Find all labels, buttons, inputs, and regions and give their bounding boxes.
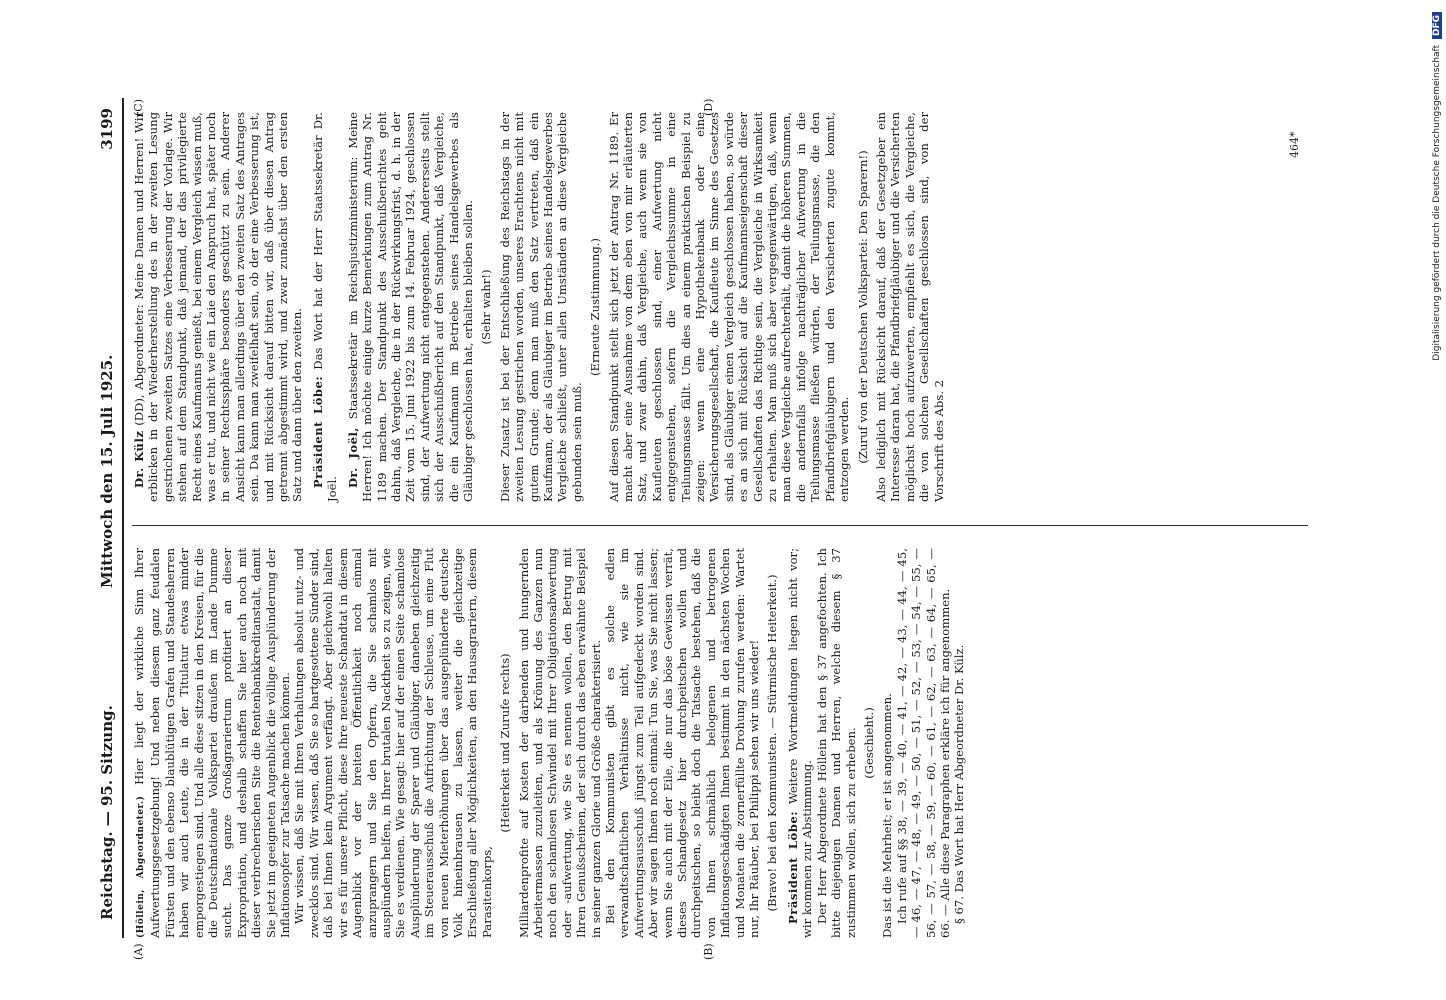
speech-paragraph: § 67. Das Wort hat Herr Abgeordneter Dr. Külz.	[952, 644, 967, 924]
speaker-name: (Höllein, Abgeordneter.)	[136, 795, 146, 938]
page-number: 3199	[98, 108, 116, 150]
dfg-stamp	[1418, 12, 1442, 632]
speech-paragraph: Also lediglich mit Rücksicht darauf, daß der Gesetzgeber ein Interesse daran hat, die Pfandbriefgläubiger und die Versicherten möglichst hoch aufzuwerten, empfiehlt es sich, die Vergleiche, die von solchen Gesellschaften geschlossen sind, von der Vorschrift des Abs. 2	[873, 112, 946, 502]
column-divider	[132, 525, 1308, 526]
running-head-date: Mittwoch den 15. Juli 1925.	[98, 354, 116, 588]
speech-paragraph: Milliardenprofite auf Kosten der darbenden und hungernden Arbeitermassen zuzuleiten, und als Krönung des Ganzen nun noch den schamlosen Schwindel mit Ihrer Obligationsabwertung oder -aufwertung, wie Sie es nennen wollen, den Betrug mit Ihren Genußscheinen, der sich durch das eben erwähnte Beispiel in seiner ganzen Glorie und Größe charakterisiert.	[516, 548, 603, 938]
speech-text: (DD), Abgeordneter: Meine Damen und Herren! Wir erblicken in der Wiederherstellung des in der zweiten Lesung gestrichenen zweiten Satzes eine Verbesserung der Vorlage. Wir stehen auf dem Standpunkt, daß jemand, der das privilegierte Recht eines Kaufmanns genießt, bei einem Vergleich wissen muß, was er tut, und nicht wie ein Laie den Anspruch hat, später noch in seiner Rechtssphäre besonders geschützt zu sein. Anderer Ansicht kann man allerdings über den zweiten Satz des Antrages sein. Da kann man zweifelhaft sein, ob der eine Verbesserung ist, und mit Rücksicht darauf bitten wir, daß über diesen Antrag getrennt abgestimmt wird, und zwar zunächst über den ersten Satz und dann über den zweiten.	[132, 112, 305, 502]
speech-paragraph: Dieser Zusatz ist bei der Entschließung des Reichstags in der zweiten Lesung gestrichen worden, unseres Erachtens nicht mit gutem Grunde; denn man muß den Satz vertreten, daß ein Kaufmann, der als Gläubiger im Betrieb seines Handelsgewerbes Vergleiche schließt, unter allen Umständen an diese Vergleiche gebunden sein muß.	[497, 112, 584, 502]
speech-paragraph	[132, 112, 305, 502]
speaker-name: Präsident Löbe:	[785, 811, 800, 924]
right-column	[132, 112, 946, 502]
president-statement	[786, 548, 815, 938]
dfg-logo: DFG	[1432, 12, 1442, 39]
speech-paragraph: Der Herr Abgeordnete Höllein hat den § 37 angefochten. Ich bitte diejenigen Damen und Herren, welche diesem § 37 zustimmen wollen, sich zu erheben.	[814, 548, 858, 938]
speech-text: Das Wort hat der Herr Staatssekretär Dr. Joël.	[310, 112, 340, 502]
speech-paragraph	[346, 112, 476, 502]
dfg-stamp-text	[1432, 12, 1446, 632]
speech-paragraph: Ich rufe auf §§ 38, — 39, — 40, — 41, — 42, — 43, — 44, — 45, — 46, — 47, — 48, — 49, — 50, — 51, — 52, — 53, — 54, — 55, — 56, — 57, — 58, — 59, — 60, — 61, — 62, — 63, — 64, — 65, — 66. — Alle diese Paragraphen erkläre ich für angenommen.	[894, 548, 952, 938]
speech-paragraph: Das ist die Mehrheit; er ist angenommen.	[880, 693, 895, 938]
interjection: (Geschieht.)	[861, 707, 876, 779]
left-column	[132, 548, 967, 938]
margin-letter-c: (C)	[132, 99, 145, 116]
margin-letter-b: (B)	[702, 943, 715, 960]
speech-paragraph: Auf diesen Standpunkt stellt sich jetzt der Antrag Nr. 1189. Er macht aber eine Ausnahme von dem eben von mir erläuterten Satz, und zwar dahin, daß Vergleiche, auch wenn sie von Kaufleuten geschlossen sind, einer Aufwertung nicht entgegenstehen, sofern die Vergleichssumme in eine Teilungsmasse fällt. Um dies an einem praktischen Beispiel zu zeigen: wenn eine Hypothekenbank oder eine Versicherungsgesellschaft, die Kaufleute im Sinne des Gesetzes sind, als Gläubiger einen Vergleich geschlossen haben, so würde es an sich mit Rücksicht auf die Kaufmannseigenschaft dieser Gesellschaften das Richtige sein, die Vergleiche in Wirksamkeit zu erhalten. Man muß sich aber vergegenwärtigen, daß, wenn man diese Vergleiche aufrechterhält, damit die höheren Summen, die andernfalls infolge nachträglicher Aufwertung in die Teilungsmasse fließen würden, der Teilungsmasse, die den Pfandbriefgläubigern und den Versicherten zugute kommt, entzogen werden.	[606, 112, 852, 502]
speech-paragraph	[132, 548, 292, 938]
president-statement	[311, 112, 340, 502]
speech-paragraph: Bei den Kommunisten gibt es solche edlen verwandtschaftlichen Verhältnisse nicht, wie sie im Aufwertungsausschuß jüngst zum Teil aufgedeckt worden sind. Aber wir sagen Ihnen noch einmal: Tun Sie, was Sie nicht lassen; wenn Sie auch mit der Eile, die nur das böse Gewissen verrät, dieses Schandgesetz hier durchpeitschen wollen und durchpeitschen, so bleibt doch die Tatsache bestehen, daß die von Ihnen schmählich belogenen und betrogenen Inflationsgeschädigten Ihnen bestimmt in den nächsten Wochen und Monaten die zornerfüllte Drohung zurufen werden: Wartet nur, Ihr Räuber, bei Philippi sehen wir uns wieder!	[603, 548, 762, 938]
speech-text: Hier liegt der wirkliche Sinn Ihrer Aufwertungsgesetzgebung! Und neben diesem ganz feudalen Fürsten und den ebenso blaublütigen Grafen und Standesherren haben wir auch Leute, die in der Titulatur etwas minder emporgestiegen sind. Und alle diese sitzen in den Kreisen, für die die Deutschnationale Volkspartei draußen im Lande Dumme sucht. Das ganze Großagrariertum profitiert an dieser Expropriation, und deshalb schaffen Sie hier auch noch mit dieser verbrecherischen Site die Rentenbankkreditanstalt, damit Sie jetzt im geeigneten Augenblick die völlige Ausplünderung der Inflationsopfer zur Tatsache machen können.	[132, 548, 293, 938]
speech-paragraph: Wir wissen, daß Sie mit Ihren Verhaltungen absolut nutz- und zwecklos sind. Wir wissen, daß Sie so hartgesottene Sünder sind, daß bei Ihnen kein Argument verfängt. Aber gleichwohl halten wir es für unsere Pflicht, diese Ihre neueste Schandtat in diesem Augenblick vor der breiten Öffentlichkeit noch einmal anzuprangern und Sie den Opfern, die Sie schamlos mit ausplündern helfen, in Ihrer brutalen Nacktheit so zu zeigen, wie Sie es verdienen. Wie gesagt: hier auf der einen Seite schamlose Ausplünderung der Sparer und Gläubiger, daneben gleichzeitig im Steuerausschuß die Aufrichtung der Schleuse, um eine Flut von neuen Mieterhöhungen über das ausgeplünderte deutsche Volk hineinbrausen zu lassen, weiter die gleichzeitige Erschließung aller Möglichkeiten, an den Hausagrariern, diesem Parasitenkorps,	[292, 548, 494, 938]
speaker-name: Dr. Joël,	[345, 427, 360, 488]
margin-letter-d: (D)	[702, 98, 715, 116]
speech-text: Staatssekretär im Reichsjustizministerium: Meine Herren! Ich möchte einige kurze Bemerkungen zum Antrag Nr. 1189 machen. Der Standpunkt des Ausschußberichtes geht dahin, daß Vergleiche, die in der Rückwirkungsfrist, d. h. in der Zeit vom 15. Juni 1922 bis zum 14. Februar 1924, geschlossen sind, der Aufwertung nicht entgegenstehen. Andererseits stellt sich der Ausschußbericht auf den Standpunkt, daß Vergleiche, die ein Kaufmann im Betriebe seines Handelsgewerbes als Gläubiger geschlossen hat, erhalten bleiben sollen.	[345, 112, 475, 502]
speaker-name: Dr. Külz	[132, 430, 146, 488]
rotated-page	[92, 98, 1318, 960]
interjection: (Heiterkeit und Zurufe rechts)	[498, 653, 513, 833]
interjection: (Bravo! bei den Kommunisten. — Stürmische Heiterkeit.)	[765, 574, 780, 912]
interjection: (Erneute Zustimmung.)	[588, 238, 603, 376]
interjection: (Zuruf von der Deutschen Volkspartei: Den Sparern!)	[855, 150, 870, 464]
header-rule	[122, 98, 124, 938]
interjection: (Sehr wahr!)	[479, 269, 494, 345]
running-head-left: Reichstag. — 95. Sitzung.	[98, 705, 116, 920]
margin-letter-a: (A)	[132, 943, 145, 960]
running-head	[92, 98, 122, 938]
speaker-name: Präsident Löbe:	[310, 375, 325, 488]
dfg-stamp-label: Digitalisierung gefördert durch die Deutsche Forschungsgemeinschaft	[1432, 44, 1442, 361]
signature-mark: 464*	[1288, 131, 1301, 158]
speech-text: Weitere Wortmeldungen liegen nicht vor; wir kommen zur Abstimmung.	[785, 548, 815, 938]
page-content	[92, 98, 1318, 960]
